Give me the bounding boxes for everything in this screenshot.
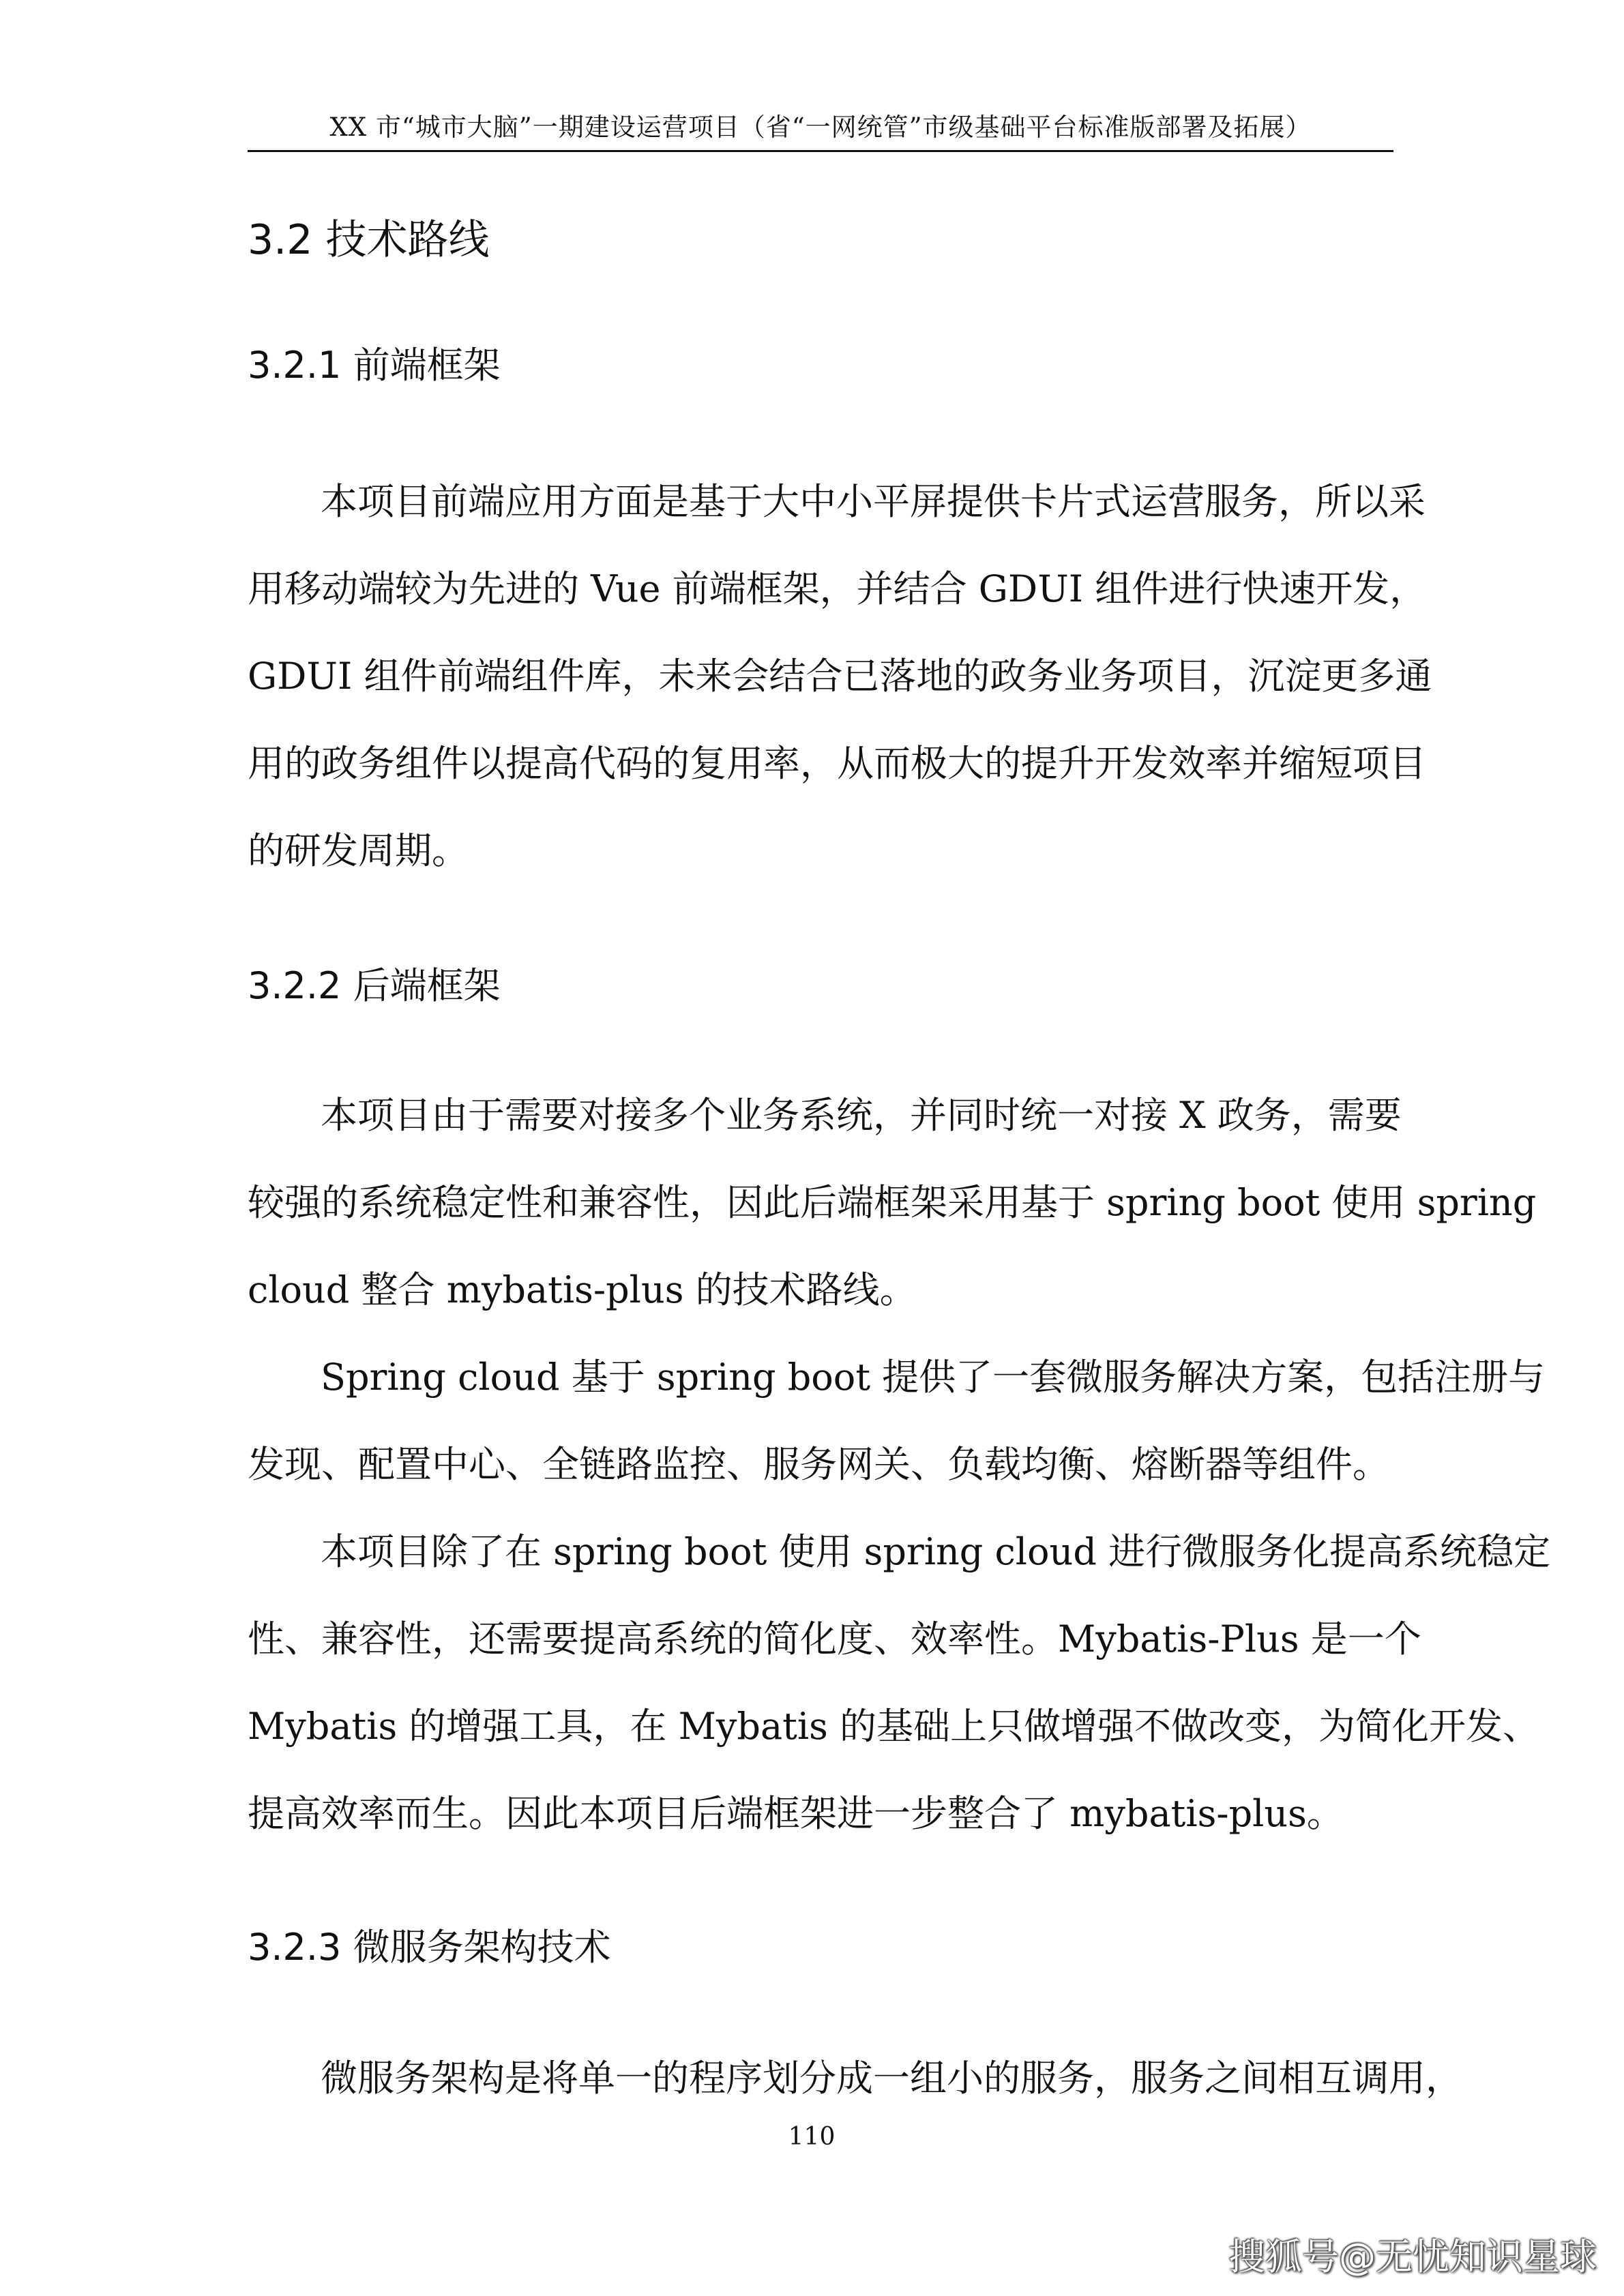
- running-header: XX 市“城市大脑”一期建设运营项目（省“一网统管”市级基础平台标准版部署及拓展）: [329, 113, 1312, 142]
- header-rule: [248, 150, 1393, 152]
- paragraph-line: 本项目除了在 spring boot 使用 spring cloud 进行微服务化提高系统稳定: [321, 1530, 1551, 1573]
- source-watermark: 搜狐号@无忧知识星球: [1228, 2235, 1597, 2278]
- paragraph-line: 用的政务组件以提高代码的复用率，从而极大的提升开发效率并缩短项目: [248, 742, 1426, 785]
- section-title: 3.2 技术路线: [248, 216, 490, 264]
- paragraph-line: 微服务架构是将单一的程序划分成一组小的服务，服务之间相互调用，: [321, 2057, 1462, 2100]
- paragraph-line: GDUI 组件前端组件库，未来会结合已落地的政务业务项目，沉淀更多通: [248, 655, 1432, 698]
- paragraph-line: cloud 整合 mybatis-plus 的技术路线。: [248, 1268, 917, 1311]
- paragraph-line: 较强的系统稳定性和兼容性，因此后端框架采用基于 spring boot 使用 spring: [248, 1181, 1537, 1224]
- subsection-title-microservice: 3.2.3 微服务架构技术: [248, 1926, 611, 1969]
- paragraph-line: 的研发周期。: [248, 829, 469, 872]
- page-number: 110: [788, 2123, 836, 2151]
- paragraph-line: Mybatis 的增强工具，在 Mybatis 的基础上只做增强不做改变，为简化开发、: [248, 1705, 1539, 1748]
- paragraph-line: 本项目前端应用方面是基于大中小平屏提供卡片式运营服务，所以采: [321, 480, 1426, 523]
- subsection-title-backend: 3.2.2 后端框架: [248, 964, 501, 1007]
- paragraph-line: 提高效率而生。因此本项目后端框架进一步整合了 mybatis-plus。: [248, 1792, 1344, 1835]
- paragraph-line: 性、兼容性，还需要提高系统的简化度、效率性。Mybatis-Plus 是一个: [248, 1617, 1421, 1660]
- paragraph-line: 本项目由于需要对接多个业务系统，并同时统一对接 X 政务，需要: [321, 1094, 1402, 1137]
- paragraph-line: Spring cloud 基于 spring boot 提供了一套微服务解决方案，包括注册与: [321, 1356, 1546, 1399]
- paragraph-line: 用移动端较为先进的 Vue 前端框架，并结合 GDUI 组件进行快速开发，: [248, 567, 1427, 610]
- paragraph-line: 发现、配置中心、全链路监控、服务网关、负载均衡、熔断器等组件。: [248, 1443, 1389, 1486]
- subsection-title-frontend: 3.2.1 前端框架: [248, 344, 501, 387]
